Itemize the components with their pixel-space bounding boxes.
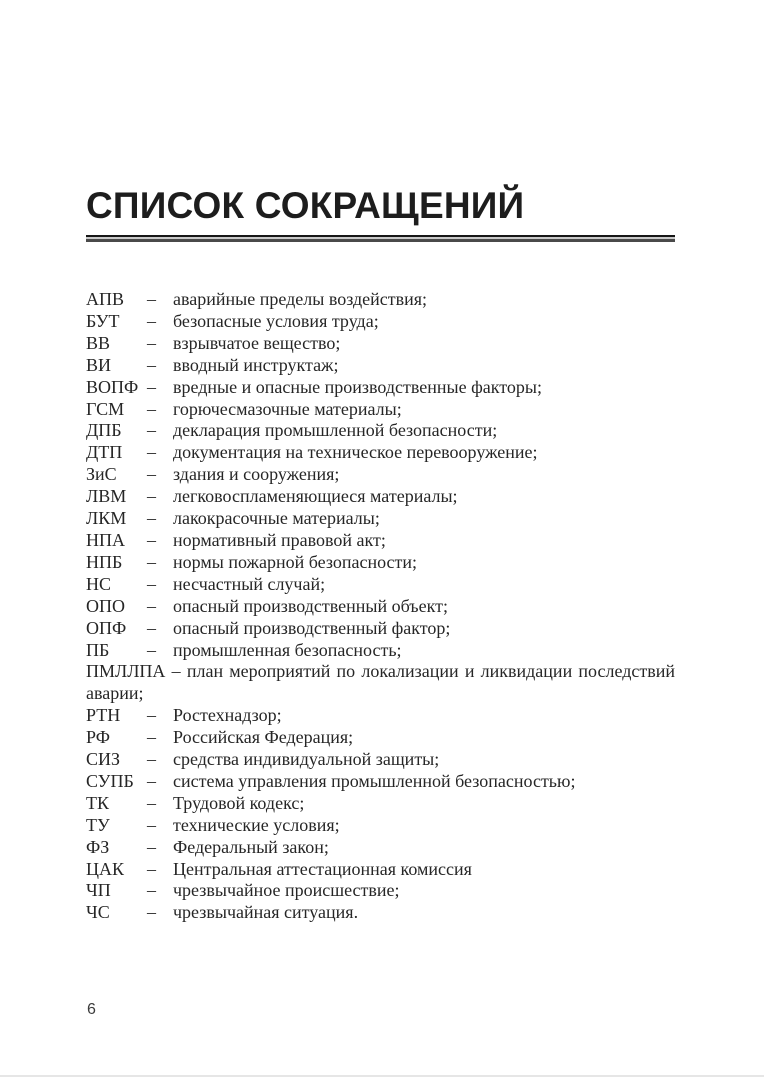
abbreviation-term: ГСМ <box>86 398 125 419</box>
abbreviation-term: НПА <box>86 529 125 550</box>
abbreviation-entry <box>86 486 675 508</box>
abbreviation-entry <box>86 661 675 705</box>
abbreviation-entry <box>86 596 675 618</box>
dash-separator: – <box>147 792 156 813</box>
abbreviation-definition: легковоспламеняющиеся материалы; <box>173 486 458 507</box>
abbreviation-definition: аварийные пределы воздействия; <box>173 289 428 309</box>
page-bottom-edge <box>0 1075 764 1077</box>
abbreviation-entry <box>86 640 675 662</box>
abbreviation-definition: нормативный правовой акт; <box>173 529 386 550</box>
abbreviation-term: ЧП <box>86 880 111 901</box>
abbreviation-entry <box>86 705 675 727</box>
dash-separator: – <box>147 289 156 309</box>
abbreviation-term: АПВ <box>86 289 125 309</box>
abbreviation-definition: Ростехнадзор; <box>173 705 282 726</box>
abbreviation-term: РТН <box>86 705 121 726</box>
dash-separator: – <box>147 836 156 857</box>
abbreviation-term: ЧС <box>86 902 110 923</box>
abbreviation-entry <box>86 880 675 902</box>
abbreviation-term: СИЗ <box>86 749 121 770</box>
dash-separator: – <box>147 310 156 331</box>
abbreviation-definition-wrap: аварии; <box>86 683 144 704</box>
abbreviation-term: ЦАК <box>86 858 125 879</box>
abbreviation-term: РФ <box>86 727 110 748</box>
abbreviation-entry <box>86 420 675 442</box>
abbreviation-entry <box>86 552 675 574</box>
dash-separator: – <box>147 529 156 550</box>
dash-separator: – <box>147 858 156 879</box>
abbreviation-list <box>86 289 675 924</box>
abbreviation-term: ЗиС <box>86 464 117 485</box>
abbreviation-definition: несчастный случай; <box>173 573 326 594</box>
abbreviation-term: ЛВМ <box>86 486 127 507</box>
abbreviation-term: ОПФ <box>86 617 127 638</box>
abbreviation-definition: лакокрасочные материалы; <box>173 508 380 529</box>
abbreviation-definition: система управления промышленной безопасностью; <box>173 770 576 791</box>
abbreviation-term: СУПБ <box>86 770 134 791</box>
dash-separator: – <box>147 770 156 791</box>
abbreviation-term: ТК <box>86 792 110 813</box>
abbreviation-definition: опасный производственный объект; <box>173 595 448 616</box>
abbreviation-entry <box>86 859 675 881</box>
abbreviation-term: БУТ <box>86 310 120 331</box>
abbreviation-entry <box>86 815 675 837</box>
dash-separator: – <box>147 814 156 835</box>
abbreviation-definition: средства индивидуальной защиты; <box>173 749 440 770</box>
page-title: СПИСОК СОКРАЩЕНИЙ <box>86 185 525 226</box>
abbreviation-entry <box>86 574 675 596</box>
abbreviation-entry <box>86 902 675 924</box>
abbreviation-entry <box>86 837 675 859</box>
abbreviation-definition: вводный инструктаж; <box>173 354 339 375</box>
abbreviation-definition: безопасные условия труда; <box>173 310 379 331</box>
abbreviation-entry <box>86 530 675 552</box>
dash-separator: – <box>147 376 156 397</box>
dash-separator: – <box>147 617 156 638</box>
abbreviation-definition: Российская Федерация; <box>173 727 354 748</box>
abbreviation-term: ПМЛЛПА <box>86 661 166 682</box>
abbreviation-definition: здания и сооружения; <box>173 464 340 485</box>
dash-separator: – <box>147 508 156 529</box>
abbreviation-term: ВОПФ <box>86 376 139 397</box>
dash-separator: – <box>147 727 156 748</box>
dash-separator: – <box>147 573 156 594</box>
abbreviation-entry <box>86 508 675 530</box>
abbreviation-entry <box>86 355 675 377</box>
abbreviation-term: ЛКМ <box>86 508 127 529</box>
title-rule <box>86 235 675 242</box>
abbreviation-term: ОПО <box>86 595 125 616</box>
abbreviation-entry <box>86 289 675 311</box>
dash-separator: – <box>147 551 156 572</box>
dash-separator: – <box>147 880 156 901</box>
abbreviation-definition: опасный производственный фактор; <box>173 617 451 638</box>
dash-separator: – <box>147 595 156 616</box>
abbreviation-term: ВИ <box>86 354 112 375</box>
dash-separator: – <box>147 398 156 419</box>
abbreviation-definition: нормы пожарной безопасности; <box>173 551 418 572</box>
abbreviation-definition: промышленная безопасность; <box>173 639 402 660</box>
dash-separator: – <box>147 902 156 923</box>
abbreviation-definition: Федеральный закон; <box>173 836 329 857</box>
abbreviation-entry <box>86 749 675 771</box>
page-number: 6 <box>87 1001 96 1018</box>
abbreviation-definition: документация на техническое перевооружение; <box>173 442 538 463</box>
abbreviation-definition: технические условия; <box>173 814 340 835</box>
abbreviation-entry <box>86 464 675 486</box>
dash-separator: – <box>147 705 156 726</box>
abbreviation-definition: Трудовой кодекс; <box>173 792 305 813</box>
dash-separator: – <box>147 464 156 485</box>
abbreviation-definition: горючесмазочные материалы; <box>173 398 402 419</box>
dash-separator: – <box>147 486 156 507</box>
abbreviation-term: НС <box>86 573 112 594</box>
abbreviation-term: НПБ <box>86 551 123 572</box>
abbreviation-entry <box>86 771 675 793</box>
abbreviation-entry <box>86 727 675 749</box>
abbreviation-definition: чрезвычайное происшествие; <box>173 880 400 901</box>
abbreviation-definition: взрывчатое вещество; <box>173 332 341 353</box>
abbreviation-entry <box>86 793 675 815</box>
abbreviation-term: ДТП <box>86 442 123 463</box>
abbreviation-term: ДПБ <box>86 420 122 441</box>
abbreviation-term: ВВ <box>86 332 111 353</box>
abbreviation-entry <box>86 377 675 399</box>
dash-separator: – <box>147 420 156 441</box>
abbreviation-line-justified: ПМЛЛПА – план мероприятий по локализации и ликвидации последствий <box>86 661 675 682</box>
abbreviation-term: ФЗ <box>86 836 110 857</box>
abbreviation-entry <box>86 311 675 333</box>
abbreviation-term: ТУ <box>86 814 110 835</box>
abbreviation-entry <box>86 333 675 355</box>
abbreviation-entry <box>86 442 675 464</box>
abbreviation-entry <box>86 399 675 421</box>
dash-separator: – <box>147 749 156 770</box>
dash-separator: – <box>147 442 156 463</box>
abbreviation-definition: вредные и опасные производственные факторы; <box>173 376 542 397</box>
abbreviation-definition: чрезвычайная ситуация. <box>173 902 359 923</box>
abbreviation-entry <box>86 618 675 640</box>
abbreviation-definition: Центральная аттестационная комиссия <box>173 858 472 879</box>
dash-separator: – <box>147 354 156 375</box>
abbreviation-definition: декларация промышленной безопасности; <box>173 420 498 441</box>
dash-separator: – <box>147 332 156 353</box>
dash-separator: – <box>147 639 156 660</box>
abbreviation-term: ПБ <box>86 639 110 660</box>
